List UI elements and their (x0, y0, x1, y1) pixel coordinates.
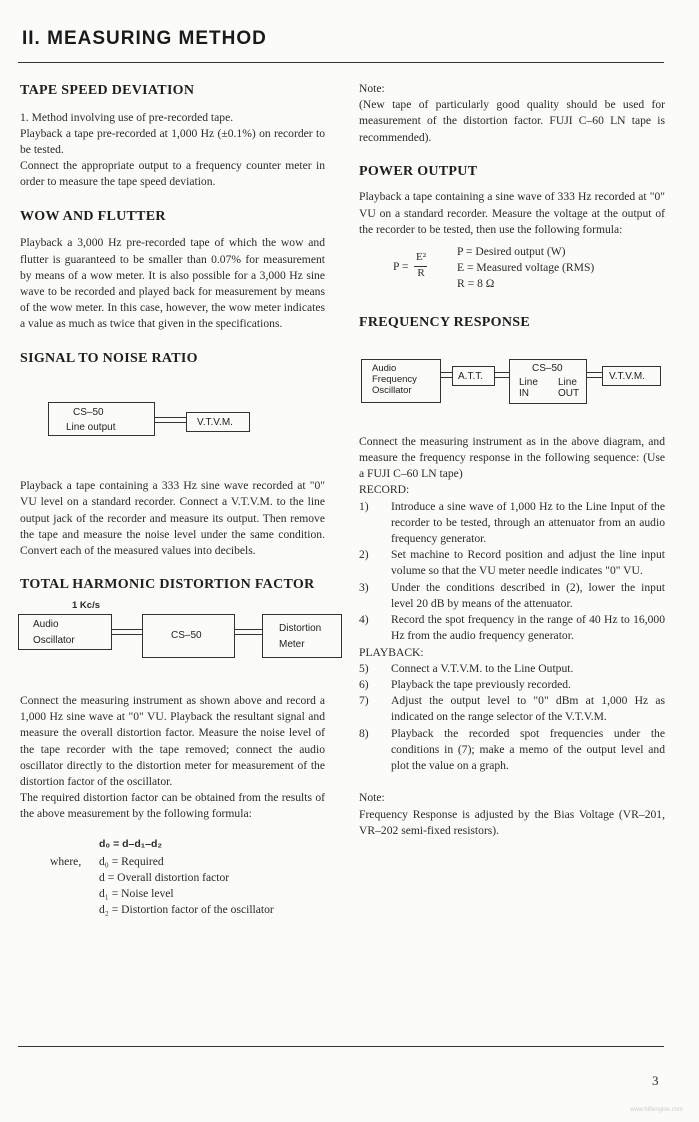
note-2-text: Frequency Response is adjusted by the Bias Voltage (VR–201, VR–202 semi-fixed resistors). (359, 807, 665, 837)
power-formula (359, 238, 665, 298)
record-steps-list (359, 499, 665, 645)
list-item-text: Connect a V.T.V.M. to the Line Output. (391, 661, 574, 675)
list-item-number: 5) (359, 661, 369, 675)
list-item (359, 580, 665, 612)
snr-diagram (20, 368, 325, 462)
snr-line-output-label: Line output (66, 422, 116, 434)
list-item-number: 2) (359, 548, 369, 562)
list-item-number: 3) (359, 580, 369, 594)
thd-distortion-meter-box (262, 614, 342, 658)
wow-flutter-text: Playback a 3,000 Hz pre-recorded tape of which the wow and flutter is guaranteed to be smaller than 0.07% for measurement by means of a wow meter. It is also possible for a 3,000 Hz sine wave to be recorded and played back for measurement by means of the wow meter. In this case, however, the wow meter indicates a value as much as twice that given in the specifications. (20, 236, 325, 331)
snr-connector-top (155, 417, 186, 418)
fr-oscillator-label: Oscillator (372, 384, 412, 396)
page-title: II. MEASURING METHOD (22, 28, 267, 49)
list-item-text: Set machine to Record position and adjust the line input volume so that the VU meter needle indicates "0" VU. (391, 548, 665, 578)
frequency-response-text: Connect the measuring instrument as in the above diagram, and measure the frequency response in the following sequence: (Use a FUJI C–60 LN tape) (359, 434, 665, 481)
list-item-text: Introduce a sine wave of 1,000 Hz to the Line Input of the recorder to be tested, through an attenuator from an audio frequency generator. (391, 499, 665, 546)
snr-connector-bottom (155, 422, 186, 423)
fr-vtvm-label: V.T.V.M. (609, 370, 645, 382)
fr-connector-1-top (441, 372, 452, 373)
fr-line-out-label-2: OUT (558, 387, 580, 399)
fr-connector-3-top (587, 372, 602, 373)
thd-formula-d0: d₀ = Required (99, 854, 164, 868)
thd-connector-2-top (235, 629, 262, 630)
fr-att-label: A.T.T. (458, 370, 484, 382)
list-item-number: 4) (359, 613, 369, 627)
thd-formula-d1: d₁ = Noise level (99, 886, 174, 900)
fr-vtvm-box (602, 366, 661, 386)
list-item-number: 6) (359, 678, 369, 691)
list-item-text: Playback the tape previously recorded. (391, 678, 571, 691)
wow-flutter-heading: WOW AND FLUTTER (20, 208, 166, 224)
power-output-text: Playback a tape containing a sine wave of 333 Hz recorded at "0" VU on a standard recorder. Measure the voltage at the output of the recorder to be tested, then use the following formula: (359, 190, 665, 236)
record-label: RECORD: (359, 483, 410, 497)
snr-vtvm-label: V.T.V.M. (197, 417, 233, 429)
thd-formula-where: where, (50, 854, 82, 868)
snr-cs50-label: CS–50 (73, 407, 104, 419)
fr-line-in-label-2: IN (519, 387, 529, 399)
list-item (359, 612, 665, 644)
snr-cs50-box (48, 402, 155, 436)
fr-oscillator-box (361, 359, 441, 403)
power-formula-denominator: R (417, 267, 425, 280)
snr-vtvm-box (186, 412, 250, 432)
thd-connector-2-bottom (235, 634, 262, 635)
note-2-label: Note: (359, 791, 385, 805)
left-column (20, 76, 325, 916)
thd-formula (20, 823, 325, 916)
bottom-rule (18, 1046, 664, 1047)
power-def-r: R = 8 Ω (457, 277, 495, 291)
tape-speed-text-3: Connect the appropriate output to a frequency counter meter in order to measure the tape speed deviation. (20, 159, 325, 189)
playback-steps-list (359, 661, 665, 775)
thd-frequency-label: 1 Kc/s (72, 599, 100, 611)
thd-formula-d2: d₂ = Distortion factor of the oscillator (99, 902, 274, 916)
snr-heading: SIGNAL TO NOISE RATIO (20, 350, 198, 366)
watermark: www.hifiengine.com (630, 1107, 684, 1113)
fr-line-out-label-1: Line (558, 376, 577, 388)
frequency-response-heading: FREQUENCY RESPONSE (359, 315, 530, 331)
thd-formula-d: d = Overall distortion factor (99, 870, 230, 884)
list-item-text: Adjust the output level to "0" dBm at 1,000 Hz as indicated on the range selector of the V.T.V.M. (391, 694, 665, 724)
list-item-number: 8) (359, 726, 369, 740)
list-item (359, 693, 665, 725)
thd-connector-1-top (112, 629, 142, 630)
note-1-text: (New tape of particularly good quality should be used for measurement of the distortion factor. FUJI C–60 LN tape is recommended). (359, 98, 665, 144)
tape-speed-text-1: 1. Method involving use of pre-recorded tape. (20, 110, 234, 124)
thd-oscillator-box (18, 614, 112, 650)
list-item (359, 677, 665, 693)
list-item (359, 547, 665, 579)
power-output-heading: POWER OUTPUT (359, 163, 478, 179)
thd-connector-1-bottom (112, 634, 142, 635)
list-item-number: 7) (359, 694, 369, 708)
thd-oscillator-label: Oscillator (33, 634, 75, 646)
power-formula-numerator: E² (415, 251, 427, 264)
thd-meter-label: Meter (279, 638, 305, 650)
fr-connector-1-bottom (441, 377, 452, 378)
list-item (359, 499, 665, 548)
snr-text: Playback a tape containing a 333 Hz sine wave recorded at "0" VU level on a standard recorder. Connect a V.T.V.M. to the line output jack of the recorder and measure its output. Then remove the tape and measure the noise level under the same condition. Convert each of the measured values into decibels. (20, 479, 325, 558)
fr-audio-label: Audio (372, 362, 397, 374)
thd-distortion-label: Distortion (279, 622, 322, 634)
tape-speed-text-2: Playback a tape pre-recorded at 1,000 Hz (±0.1%) on recorder to be tested. (20, 126, 325, 157)
top-rule (18, 62, 664, 63)
thd-audio-label: Audio (33, 618, 59, 630)
list-item-text: Playback the recorded spot frequencies under the conditions in (7); make a memo of the output level and plot the value on a graph. (391, 726, 665, 773)
frequency-response-diagram (359, 333, 665, 429)
fr-cs50-label: CS–50 (532, 362, 563, 374)
note-1-label: Note: (359, 82, 385, 95)
list-item-text: Under the conditions described in (2), lower the input level 20 dB by means of the attenuator. (391, 580, 665, 610)
fr-frequency-label: Frequency (372, 373, 417, 385)
fr-cs50-box (509, 359, 587, 404)
page-number: 3 (652, 1073, 659, 1088)
thd-text-1: Connect the measuring instrument as shown above and record a 1,000 Hz sine wave at "0" VU. Playback the resultant signal and measure the overall distortion factor. Measure the noise level of the tape recorder with the tape removed; connect the audio oscillator directly to the distortion meter for measurement of the distortion factor of the oscillator. (20, 693, 325, 788)
list-item (359, 726, 665, 775)
power-def-e: E = Measured voltage (RMS) (457, 261, 595, 275)
fr-connector-2-top (495, 372, 509, 373)
power-formula-lhs: P = (393, 260, 409, 274)
thd-cs50-box (142, 614, 235, 658)
tape-speed-heading: TAPE SPEED DEVIATION (20, 83, 195, 98)
power-def-p: P = Desired output (W) (457, 245, 566, 259)
thd-formula-equation: d₀ = d–d₁–d₂ (99, 837, 163, 850)
thd-diagram (20, 595, 325, 675)
fr-connector-2-bottom (495, 377, 509, 378)
thd-heading: TOTAL HARMONIC DISTORTION FACTOR (20, 577, 315, 593)
list-item-number: 1) (359, 499, 369, 513)
fr-connector-3-bottom (587, 377, 602, 378)
thd-cs50-label: CS–50 (171, 629, 202, 641)
list-item (359, 661, 665, 677)
fr-att-box (452, 366, 495, 386)
right-column (359, 76, 665, 839)
playback-label: PLAYBACK: (359, 645, 424, 659)
thd-text-2: The required distortion factor can be obtained from the results of the above measurement by the following formula: (20, 791, 325, 821)
list-item-text: Record the spot frequency in the range of 40 Hz to 16,000 Hz from the audio frequency generator. (391, 613, 665, 643)
fr-line-in-label-1: Line (519, 376, 538, 388)
